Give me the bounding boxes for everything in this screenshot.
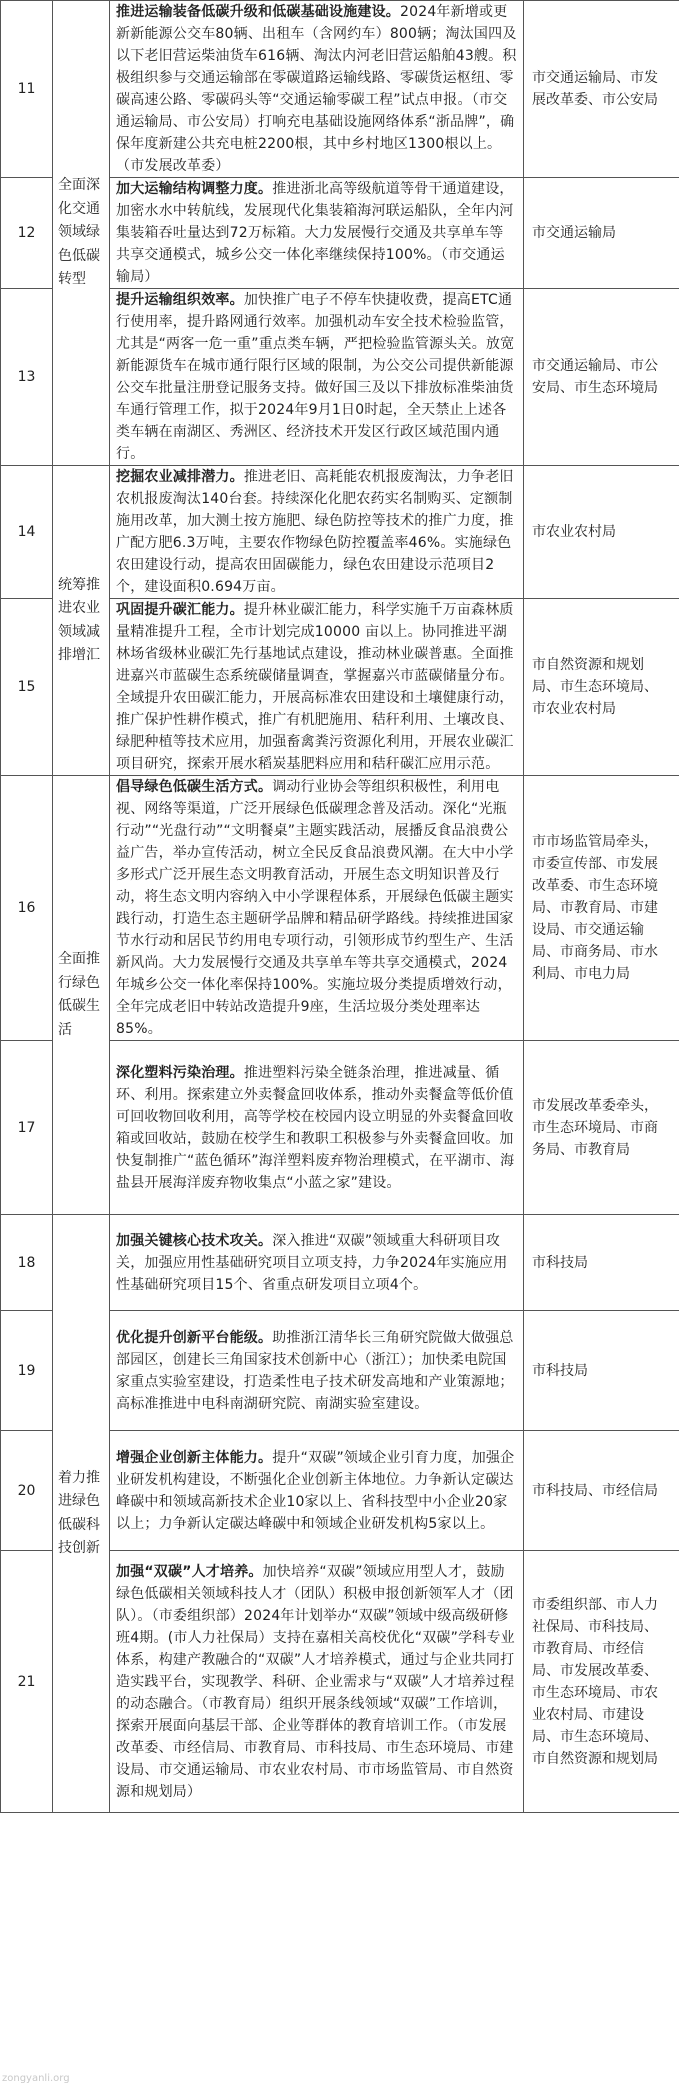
responsible-dept: 市农业农村局 xyxy=(524,466,679,599)
responsible-dept: 市交通运输局 xyxy=(524,178,679,289)
responsible-dept: 市自然资源和规划局、市生态环境局、市农业农村局 xyxy=(524,599,679,776)
measure-cell xyxy=(110,599,524,776)
table-row xyxy=(1,466,679,599)
row-number: 20 xyxy=(1,1431,53,1551)
row-number: 16 xyxy=(1,776,53,1041)
measure-cell xyxy=(110,776,524,1041)
measure-body: 深入推进“双碳”领域重大科研项目攻关，加强应用性基础研究项目立项支持，力争2024年实施应用性基础研究项目15个、省重点研发项目立项4个。 xyxy=(116,1232,508,1293)
row-number: 15 xyxy=(1,599,53,776)
measure-body: 提升“双碳”领域企业引育力度，加强企业研发机构建设，不断强化企业创新主体地位。力争新认定碳达峰碳中和领域高新技术企业10家以上、省科技型中小企业20家以上；力争新认定碳达峰碳中和领域企业研发机构5家以上。 xyxy=(116,1449,515,1532)
row-number: 18 xyxy=(1,1215,53,1311)
measure-title: 挖掘农业减排潜力。 xyxy=(116,469,244,485)
responsible-dept: 市交通运输局、市公安局、市生态环境局 xyxy=(524,289,679,466)
measure-cell xyxy=(110,178,524,289)
measure-title: 加大运输结构调整力度。 xyxy=(116,181,273,197)
measure-cell xyxy=(110,1431,524,1551)
measure-body: 助推浙江清华长三角研究院做大做强总部园区，创建长三角国家技术创新中心（浙江）；加快柔电院国家重点实验室建设，打造柔性电子技术研发高地和产业策源地；高标准推进中电科南湖研究院、南湖实验室建设。 xyxy=(116,1329,514,1412)
measure-cell xyxy=(110,1551,524,1813)
row-number: 17 xyxy=(1,1041,53,1215)
measure-body: 推进塑料污染全链条治理，推进减量、循环、利用。探索建立外卖餐盒回收体系，推动外卖餐盒等低价值可回收物回收利用，高等学校在校园内设立明显的外卖餐盒回收箱或回收站，鼓励在校学生和教职工积极参与外卖餐盒回收。加快复制推广“蓝色循环”海洋塑料废弃物治理模式，在平湖市、海盐县开展海洋废弃物收集点“小蓝之家”建设。 xyxy=(116,1064,515,1191)
measure-title: 深化塑料污染治理。 xyxy=(116,1064,244,1081)
measure-cell xyxy=(110,1215,524,1311)
responsible-dept: 市交通运输局、市发展改革委、市公安局 xyxy=(524,1,679,178)
measure-body: 调动行业协会等组织积极性，利用电视、网络等渠道，广泛开展绿色低碳理念普及活动。深化“光瓶行动”“光盘行动”“文明餐桌”主题实践活动，展播反食品浪费公益广告，举办宣传活动，树立全民反食品浪费风潮。在大中小学多形式广泛开展生态文明教育活动，开展生态文明知识普及行动，将生态文明内容纳入中小学课程体系，开展绿色低碳主题实践行动，打造生态主题研学品牌和精品研学路线。持续推进国家节水行动和居民节约用电专项行动，引领形成节约型生产、生活新风尚。大力发展慢行交通及共享单车等共享交通模式，2024 年城乡公交一体化率保持100%。实施垃圾分类提质增效行动，全年完成老旧中转站改造提升9座，生活垃圾分类处理率达85%。 xyxy=(116,779,514,1037)
measure-body: 推进老旧、高耗能农机报废淘汰，力争老旧农机报废淘汰140台套。持续深化化肥农药实名制购买、定额制施用改革，加大测土按方施肥、绿色防控等技术的推广力度，推广配方肥6.3万吨，主要农作物绿色防控覆盖率46%。实施绿色农田建设行动，提高农田固碳能力，绿色农田建设示范项目2个，建设面积0.694万亩。 xyxy=(116,469,514,595)
category-cell: 全面推行绿色低碳生活 xyxy=(53,776,110,1215)
responsible-dept: 市发展改革委牵头，市生态环境局、市商务局、市教育局 xyxy=(524,1041,679,1215)
row-number: 14 xyxy=(1,466,53,599)
row-number: 21 xyxy=(1,1551,53,1813)
measure-cell xyxy=(110,466,524,599)
row-number: 19 xyxy=(1,1311,53,1431)
responsible-dept: 市科技局 xyxy=(524,1215,679,1311)
table-row xyxy=(1,1215,679,1311)
responsible-dept: 市科技局 xyxy=(524,1311,679,1431)
table-row xyxy=(1,776,679,1041)
measure-body: 加快培养“双碳”领域应用型人才，鼓励绿色低碳相关领域科技人才（团队）积极申报创新领军人才（团队）。（市委组织部）2024年计划举办“双碳”领域中级高级研修班4期。(市人力社保局）支持在嘉相关高校优化“双碳”学科专业体系，构建产教融合的“双碳”人才培养模式，通过与企业共同打造实践平台，实现教学、科研、企业需求与“双碳”人才培养过程的动态融合。（市教育局）组织开展条线领域“双碳”工作培训，探索开展面向基层干部、企业等群体的教育培训工作。（市发展改革委、市经信局、市教育局、市科技局、市生态环境局、市建设局、市交通运输局、市农业农村局、市市场监管局、市自然资源和规划局） xyxy=(116,1563,515,1800)
measure-cell xyxy=(110,1,524,178)
category-cell: 着力推进绿色低碳科技创新 xyxy=(53,1215,110,1813)
measure-body: 推进浙北高等级航道等骨干通道建设，加密水水中转航线，发展现代化集装箱海河联运船队，全年内河集装箱吞吐量达到72万标箱。大力发展慢行交通及共享单车等共享交通模式，城乡公交一体化率继续保持100%。（市交通运输局） xyxy=(116,181,514,285)
table-row xyxy=(1,1,679,178)
measure-title: 提升运输组织效率。 xyxy=(116,292,244,308)
measure-cell xyxy=(110,1041,524,1215)
row-number: 13 xyxy=(1,289,53,466)
responsible-dept: 市市场监管局牵头，市委宣传部、市发展改革委、市生态环境局、市教育局、市建设局、市交通运输局、市商务局、市水利局、市电力局 xyxy=(524,776,679,1041)
responsible-dept: 市委组织部、市人力社保局、市科技局、市教育局、市经信局、市发展改革委、市生态环境局、市农业农村局、市建设局、市生态环境局、市自然资源和规划局 xyxy=(524,1551,679,1813)
measure-body: 加快推广电子不停车快捷收费，提高ETC通行使用率，提升路网通行效率。加强机动车安全技术检验监管，尤其是“两客一危一重”重点类车辆，严把检验监管源头关。放宽新能源货车在城市通行限行区域的限制，为公交公司提供新能源公交车批量注册登记服务支持。做好国三及以下排放标准柴油货车通行管理工作，拟于2024年9月1日0时起，全天禁止上述各类车辆在南湖区、秀洲区、经济技术开发区行政区域范围内通行。 xyxy=(116,292,515,462)
measure-title: 倡导绿色低碳生活方式。 xyxy=(116,779,273,795)
measure-cell xyxy=(110,1311,524,1431)
measure-title: 推进运输装备低碳升级和低碳基础设施建设。 xyxy=(116,4,400,20)
row-number: 12 xyxy=(1,178,53,289)
measure-body: 提升林业碳汇能力，科学实施千万亩森林质量精准提升工程，全市计划完成10000 亩以上。协同推进平湖林场省级林业碳汇先行基地试点建设，推动林业碳普惠。全面推进嘉兴市蓝碳生态系统碳储量调查，掌握嘉兴市蓝碳储量分布。全域提升农田碳汇能力，开展高标准农田建设和土壤健康行动，推广保护性耕作模式，推广有机肥施用、秸秆利用、土壤改良、绿肥种植等技术应用，加强畜禽粪污资源化利用，开展农业碳汇项目研究，探索开展水稻炭基肥料应用和秸秆碳汇应用示范。 xyxy=(116,602,514,772)
responsible-dept: 市科技局、市经信局 xyxy=(524,1431,679,1551)
site-watermark: zongyanli.org xyxy=(2,2073,70,2084)
measure-cell xyxy=(110,289,524,466)
measure-title: 增强企业创新主体能力。 xyxy=(116,1449,273,1466)
category-cell: 统筹推进农业领域减排增汇 xyxy=(53,466,110,776)
measure-title: 加强关键核心技术攻关。 xyxy=(116,1232,273,1249)
row-number: 11 xyxy=(1,1,53,178)
measure-title: 优化提升创新平台能级。 xyxy=(116,1329,273,1346)
measure-body: 2024年新增或更新新能源公交车80辆、出租车（含网约车）800辆；淘汰国四及以下老旧营运柴油货车616辆、淘汰内河老旧营运船舶43艘。积极组织参与交通运输部在零碳道路运输线路、零碳货运枢纽、零碳高速公路、零碳码头等“交通运输零碳工程”试点申报。（市交通运输局、市公安局）打响充电基础设施网络体系“浙品牌”，确保年度新建公共充电桩2200根，其中乡村地区1300根以上。（市发展改革委） xyxy=(116,4,517,174)
measure-title: 加强“双碳”人才培养。 xyxy=(116,1563,263,1580)
measure-title: 巩固提升碳汇能力。 xyxy=(116,602,244,618)
category-cell: 全面深化交通领域绿色低碳转型 xyxy=(53,1,110,466)
